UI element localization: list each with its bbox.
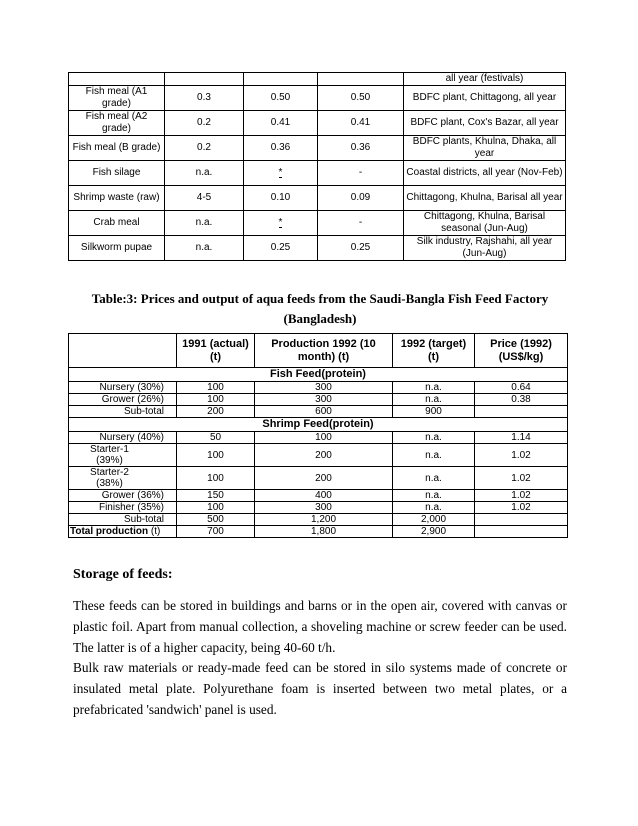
section-title: Shrimp Feed(protein) bbox=[69, 418, 568, 432]
cell-value: 0.41 bbox=[318, 111, 404, 136]
cell-value: 0.3 bbox=[165, 86, 244, 111]
table-row bbox=[69, 111, 566, 136]
cell-value: 1.02 bbox=[475, 444, 568, 467]
cell-value: - bbox=[318, 211, 404, 236]
cell-value: 0.2 bbox=[165, 111, 244, 136]
cell-value: 150 bbox=[177, 490, 255, 502]
cell-value bbox=[475, 406, 568, 418]
cell-item: Shrimp waste (raw) bbox=[69, 186, 165, 211]
table-row bbox=[69, 382, 568, 394]
cell-value: 100 bbox=[177, 444, 255, 467]
row-label: Finisher (35%) bbox=[69, 502, 177, 514]
cell-value: n.a. bbox=[393, 444, 475, 467]
total-row bbox=[69, 526, 568, 538]
table-row bbox=[69, 502, 568, 514]
cell-item: Fish silage bbox=[69, 161, 165, 186]
cell-value: * bbox=[278, 217, 283, 228]
cell-value: 2,900 bbox=[393, 526, 475, 538]
cell-value: n.a. bbox=[393, 502, 475, 514]
row-label: Nursery (40%) bbox=[69, 432, 177, 444]
cell-item: Fish meal (B grade) bbox=[69, 136, 165, 161]
cell-value: 0.50 bbox=[318, 86, 404, 111]
column-header: 1992 (target) (t) bbox=[393, 334, 475, 368]
table-row bbox=[69, 432, 568, 444]
table-row bbox=[69, 186, 566, 211]
cell-value: n.a. bbox=[165, 211, 244, 236]
cell-value bbox=[475, 526, 568, 538]
cell-value: 0.25 bbox=[244, 236, 318, 261]
table-row bbox=[69, 406, 568, 418]
cell-value: 0.09 bbox=[318, 186, 404, 211]
cell-value: - bbox=[318, 161, 404, 186]
table-row bbox=[69, 211, 566, 236]
cell-item: Fish meal (A2 grade) bbox=[69, 111, 165, 136]
cell-value: 100 bbox=[177, 502, 255, 514]
cell-value: n.a. bbox=[393, 394, 475, 406]
table-row bbox=[69, 490, 568, 502]
cell-source: Chittagong, Khulna, Barisal seasonal (Jun-Aug) bbox=[404, 211, 566, 236]
cell-value: 0.64 bbox=[475, 382, 568, 394]
table-row bbox=[69, 514, 568, 526]
cell-source: all year (festivals) bbox=[404, 73, 566, 86]
cell-value: 600 bbox=[255, 406, 393, 418]
cell-value: 300 bbox=[255, 382, 393, 394]
table-row bbox=[69, 236, 566, 261]
cell-value: 0.2 bbox=[165, 136, 244, 161]
cell-value: 900 bbox=[393, 406, 475, 418]
cell-value: 100 bbox=[177, 382, 255, 394]
cell-value: n.a. bbox=[393, 467, 475, 490]
table-row bbox=[69, 86, 566, 111]
column-header: Price (1992) (US$/kg) bbox=[475, 334, 568, 368]
cell-value: 0.41 bbox=[244, 111, 318, 136]
cell-value bbox=[475, 514, 568, 526]
row-label: Sub-total bbox=[69, 514, 177, 526]
cell-source: BDFC plant, Chittagong, all year bbox=[404, 86, 566, 111]
cell-value: n.a. bbox=[393, 382, 475, 394]
section-heading: Storage of feeds: bbox=[73, 567, 173, 582]
cell-value: 0.50 bbox=[244, 86, 318, 111]
cell-value: 1.02 bbox=[475, 490, 568, 502]
row-label: Starter-2 (38%) bbox=[69, 467, 177, 490]
row-label: Grower (36%) bbox=[69, 490, 177, 502]
cell-value: 500 bbox=[177, 514, 255, 526]
cell-value: 200 bbox=[255, 467, 393, 490]
cell-item: Fish meal (A1 grade) bbox=[69, 86, 165, 111]
column-header: Production 1992 (10 month) (t) bbox=[255, 334, 393, 368]
cell-value: 1.02 bbox=[475, 467, 568, 490]
cell-item: Crab meal bbox=[69, 211, 165, 236]
caption-line: Table:3: Prices and output of aqua feeds from the Saudi-Bangla Fish Feed Factory bbox=[91, 291, 549, 306]
table-caption bbox=[70, 289, 570, 329]
cell-value: 300 bbox=[255, 394, 393, 406]
table-row bbox=[69, 136, 566, 161]
cell-value: 100 bbox=[177, 467, 255, 490]
section-title: Fish Feed(protein) bbox=[69, 368, 568, 382]
table-row bbox=[69, 467, 568, 490]
row-label: Nursery (30%) bbox=[69, 382, 177, 394]
cell-value: 50 bbox=[177, 432, 255, 444]
cell-value: 100 bbox=[177, 394, 255, 406]
cell-value: 200 bbox=[255, 444, 393, 467]
table-row bbox=[69, 394, 568, 406]
table-header-row bbox=[69, 334, 568, 368]
cell-value: * bbox=[278, 167, 283, 178]
row-label: Grower (26%) bbox=[69, 394, 177, 406]
cell-value: n.a. bbox=[165, 236, 244, 261]
cell-value: 0.38 bbox=[475, 394, 568, 406]
section-row bbox=[69, 418, 568, 432]
cell-source: BDFC plant, Cox's Bazar, all year bbox=[404, 111, 566, 136]
cell-source: Chittagong, Khulna, Barisal all year bbox=[404, 186, 566, 211]
table-row bbox=[69, 444, 568, 467]
cell-value: n.a. bbox=[393, 490, 475, 502]
cell-source: Coastal districts, all year (Nov-Feb) bbox=[404, 161, 566, 186]
feed-ingredients-table bbox=[68, 72, 566, 261]
cell-value: n.a. bbox=[393, 432, 475, 444]
paragraph: These feeds can be stored in buildings and barns or in the open air, covered with canvas or plastic foil. Apart from manual collection, a shoveling machine or screw feeder can be used. The latter is of a higher capacity, being 40-60 t/h. bbox=[73, 598, 567, 655]
row-label: Sub-total bbox=[69, 406, 177, 418]
cell-value: 2,000 bbox=[393, 514, 475, 526]
cell-value: 100 bbox=[255, 432, 393, 444]
cell-value: 300 bbox=[255, 502, 393, 514]
cell-value: 400 bbox=[255, 490, 393, 502]
caption-subline: (Bangladesh) bbox=[283, 311, 357, 326]
table-row bbox=[69, 161, 566, 186]
section-row bbox=[69, 368, 568, 382]
cell-source: Silk industry, Rajshahi, all year (Jun-Aug) bbox=[404, 236, 566, 261]
cell-value: 4-5 bbox=[165, 186, 244, 211]
cell-value: 0.10 bbox=[244, 186, 318, 211]
column-header: 1991 (actual) (t) bbox=[177, 334, 255, 368]
cell-value: 0.36 bbox=[318, 136, 404, 161]
cell-value: 1,200 bbox=[255, 514, 393, 526]
aqua-feed-output-table bbox=[68, 333, 568, 538]
cell-value: 1.14 bbox=[475, 432, 568, 444]
cell-value: n.a. bbox=[165, 161, 244, 186]
cell-value: 1.02 bbox=[475, 502, 568, 514]
cell-value: 1,800 bbox=[255, 526, 393, 538]
cell-value: 0.36 bbox=[244, 136, 318, 161]
table-row bbox=[69, 73, 566, 86]
row-label: Starter-1 (39%) bbox=[69, 444, 177, 467]
cell-value: 700 bbox=[177, 526, 255, 538]
total-label: Total production (t) bbox=[69, 526, 177, 538]
cell-item: Silkworm pupae bbox=[69, 236, 165, 261]
paragraph: Bulk raw materials or ready-made feed can be stored in silo systems made of concrete or insulated metal plate. Polyurethane foam is inserted between two metal plates, or a prefabricated 'sandwich' panel is used. bbox=[73, 660, 567, 717]
cell-value: 0.25 bbox=[318, 236, 404, 261]
cell-source: BDFC plants, Khulna, Dhaka, all year bbox=[404, 136, 566, 161]
cell-value: 200 bbox=[177, 406, 255, 418]
